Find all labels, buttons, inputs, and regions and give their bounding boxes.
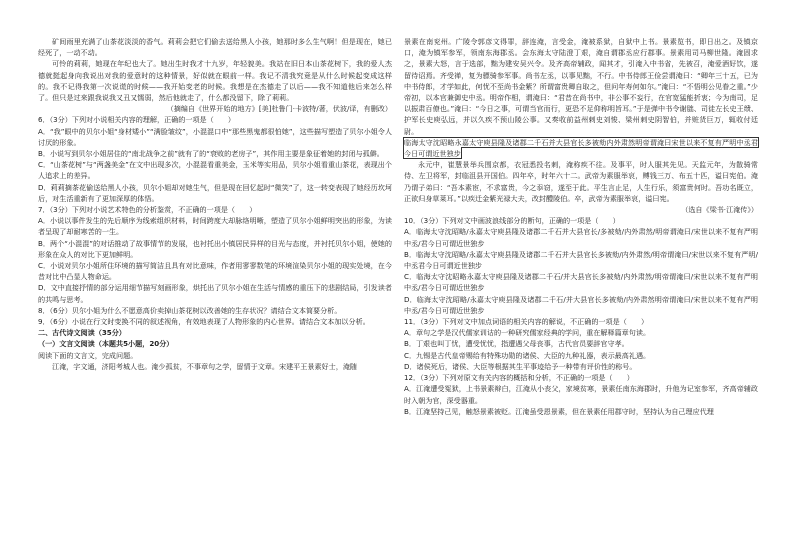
text-paragraph: D．临海太守沈昭略/永嘉太守庾县隆及诸郡二千石/并大县官长多被劾/内外肃然明帝谓淹曰/宋世以来不复有严明中丞/君今日可谓近世独步 xyxy=(404,294,758,315)
text-paragraph: 永元中，崔慧景举兵围京都，衣冠悉投名刺，淹称疾不往。及事平，时人服其先见。天监元年，为散骑常侍、左卫将军，封临沮县开国伯。四年卒，时年六十二。武帝为素服举哀，赙钱三万、布五十匹，谥曰宪伯。淹乃谓子弟曰：“吾本素宦，不求富贵，今之忝窃，遂至于此。平生言止足，人生行乐，须富贵何时。吾功名既立，正欲归身草莱耳。”以疾迁金紫光禄大夫，改封醴陵伯。卒，武帝为素服举哀，谥曰宪。 xyxy=(404,160,758,203)
boxed-passage-line xyxy=(404,137,758,159)
text-paragraph: D．诸侯死后，诸侯、大臣等根据其生平事迹给予一种带有评价性的称号。 xyxy=(404,361,637,371)
text-paragraph: B．江淹坚持己见，触怒景素被贬。江淹虽受恩景素，但在景素任用郡守时，坚持认为自己理应代理 xyxy=(404,406,714,416)
left-column xyxy=(38,36,392,372)
text-paragraph: 可怜的莉莉，她现在年纪也大了。她出生时我才十九岁，年轻貌美。我站在旧日本山茶花树下，我的爱人杰德就挺起身向我说出对我的爱意时的这种情景，好似就在眼前一样。我记不清我究竟是从什么时候起变成这样的。我不记得我第一次说谎的时候——我开始变老的时候。我想是在杰德走了以后——我不知道他后来怎么样了。但只是过来跟我说我又丑又懦弱，然后他就走了，什么都没留下，除了莉莉。 xyxy=(38,59,392,103)
text-paragraph: 8．（6分）贝尔小姐为什么不愿意高价卖掉山茶花树以改善她的生存状况？请结合文本简要分析。 xyxy=(38,305,342,315)
text-paragraph: 10．（3分）下列对文中画波浪线部分的断句，正确的一项是（ ） xyxy=(404,216,620,226)
wavy-underlined-sentence: 临海太守沈昭略永嘉太守庾县隆及诸郡二千石并大县官长多被劾内外肃然明帝谓淹曰宋世以来不复有严明中丞君今日可谓近世独步 xyxy=(404,137,758,159)
text-paragraph: A．临海太守沈昭略/永嘉太守庾县隆及诸郡二千石并大县官长/多被劾/内外肃然/明帝谓淹曰/宋世以来不复有严明中丞/君今日可谓近世独步 xyxy=(404,227,758,248)
text-paragraph: 7．（3分）下列对小说艺术特色的分析鉴赏，不正确的一项是（ ） xyxy=(38,205,257,215)
text-paragraph: C．九锡是古代皇帝赐给有特殊功勋的诸侯、大臣的九种礼器，表示最高礼遇。 xyxy=(404,350,651,360)
text-paragraph: D．莉莉摘茶花偷送给黑人小孩，贝尔小姐却对她生气，但是现在回忆起时“微笑”了，这一转变表现了她经历坎坷后，对生活重新有了更加深厚的体悟。 xyxy=(38,182,392,203)
text-paragraph: C．临海太守沈昭略永嘉太守庾县隆及诸郡二千石/并大县官长多被劾/内外肃然/明帝谓淹曰/宋世以来不复有严明中丞/君今日可谓近世独步 xyxy=(404,272,758,293)
text-paragraph: 矿间雨里充满了山茶花淡淡的香气。莉莉会把它们偷去送给黑人小孩，她那时多么生气啊！但是现在，她已经死了，一动不动。 xyxy=(38,37,392,58)
source-note: （选自《梁书·江淹传》） xyxy=(681,205,758,215)
text-paragraph: 6．（3分）下列对小说相关内容的理解，正确的一项是（ ） xyxy=(38,115,236,125)
text-paragraph: B．小说写到贝尔小姐居住的“南北战争之前”就有了的“衰败的老房子”，其作用主要是象征着她的封闭与孤僻。 xyxy=(38,149,384,159)
text-paragraph: 江淹，字文通，济阳考城人也。淹少孤贫，不事章句之学，留情于文章。宋建平王景素好士，淹随 xyxy=(52,361,358,371)
right-column xyxy=(404,36,758,417)
section-heading: （一）文言文阅读（本题共5小题，20分） xyxy=(38,339,174,349)
text-paragraph: A．小说以事件发生的先后顺序为线索组织材料，时间跨度大却脉络明晰，塑造了贝尔小姐鲜明突出的形象，为读者呈现了却耐寒苦的一生。 xyxy=(38,216,392,237)
text-paragraph: C．小说对贝尔小姐所住环境的描写简洁且具有对比意味，作者用寥寥数笔的环境渲染贝尔小姐的现实处境，在今昔对比中凸显人物命运。 xyxy=(38,261,392,282)
text-paragraph: D．文中直接抒情的部分运用细节描写刻画形象，烘托出了贝尔小姐在生活与情感的重压下的悲剧结局，引发读者的共鸣与思考。 xyxy=(38,283,392,304)
text-paragraph: B．临海太守沈昭略/永嘉太守庾县隆及诸郡二千石并大县官长多被劾/内外肃然/明帝谓淹曰/宋世以来不复有严明/中丞君今日可谓近世独步 xyxy=(404,249,758,271)
text-paragraph: B．两个“小混混”的对话推动了故事情节的发展，也衬托出小镇居民异样的目光与态度，并衬托贝尔小姐，使她的形象在众人的对比下更加鲜明。 xyxy=(38,238,392,259)
text-paragraph: B．丁艰也叫丁忧，遭受忧忧，指遭遇父母丧事，古代官员要辞官守孝。 xyxy=(404,339,629,349)
section-heading: 二、古代诗文阅读（35分） xyxy=(38,328,126,338)
text-paragraph: A．江淹遭受冤狱，上书景素辩白，江淹从小丧父，家境贫寒，景素任南东海郡时，升他为记室参军，齐高帝辅政时入朝为官，深受器重。 xyxy=(404,384,758,405)
text-paragraph: 9．（6分）小说在行文时变换不同的叙述视角，有效地表现了人物形象的内心世界。请结合文本加以分析。 xyxy=(38,317,370,327)
source-note: （摘编自《世界开始的地方》[美]杜鲁门·卡波特/著，伏波/译，有删改） xyxy=(166,104,392,114)
text-paragraph: 11．（3分）下列对文中加点词语的相关内容的解说，不正确的一项是（ ） xyxy=(404,317,649,327)
text-paragraph: C．“山茶花树”与“两盏美金”在文中出现多次，小混混看重美金，玉米等实用品，贝尔小姐看重山茶花，表现出个人追求上的差异。 xyxy=(38,160,392,181)
text-paragraph: 12．（3分）下列对原文有关内容的概括和分析，不正确的一项是（ ） xyxy=(404,373,634,383)
text-paragraph: A．章句之学是汉代儒家训诂的一种研究儒家经典的学问，重在解释篇章句读。 xyxy=(404,328,651,338)
text-paragraph: A．“我”眼中的贝尔小姐“身材矮小”“满脸皱纹”，小混混口中“那些黑鬼都很怕她”，这些描写塑造了贝尔小姐令人讨厌的形象。 xyxy=(38,126,392,147)
text-paragraph: 景素在南兖州。广陵令郭彦文得罪，辞连淹，言受金，淹被系狱，自狱中上书。景素览书，即日出之。及镇京口，淹为镇军参军，领南东海郡丞。会东海太守陆澄丁艰，淹自谓郡丞应行郡事。景素用司马柳世隆。淹固求之，景素大怒，言于选部，黜为建安吴兴令。及齐高帝辅政，闻其才，引淹入中书省，先被召，淹爱酒好饮，遂留待诏焉。齐受禅，复为骠骑参军事。尚书左丞，以事见黜，不行。中书侍郎王俭尝谓淹曰：“卿年三十五，已为中书侍郎，才学如此，何忧不至尚书金紫？所谓富贵卿自取之，但问年寿何如尔。”淹曰：“不悟明公见眷之重。”少帝初，以本官兼御史中丞。明帝作相，谓淹曰：“君昔在尚书中，非公事不妄行，在官宽猛能折衷；今为南司，足以振肃百僚也。”淹曰：“今日之事，可谓当官而行，更恐不足仰称明旨耳。”于是弹中书令谢朏、司徒左长史王缋、护军长史庾弘远，并以久疾不预山陵公事。又奏收前益州刺史刘悛、梁州刺史阴智伯，并赃货巨万，辄收付廷尉。 xyxy=(404,37,758,136)
text-paragraph: 阅读下面的文言文，完成问题。 xyxy=(38,350,138,360)
